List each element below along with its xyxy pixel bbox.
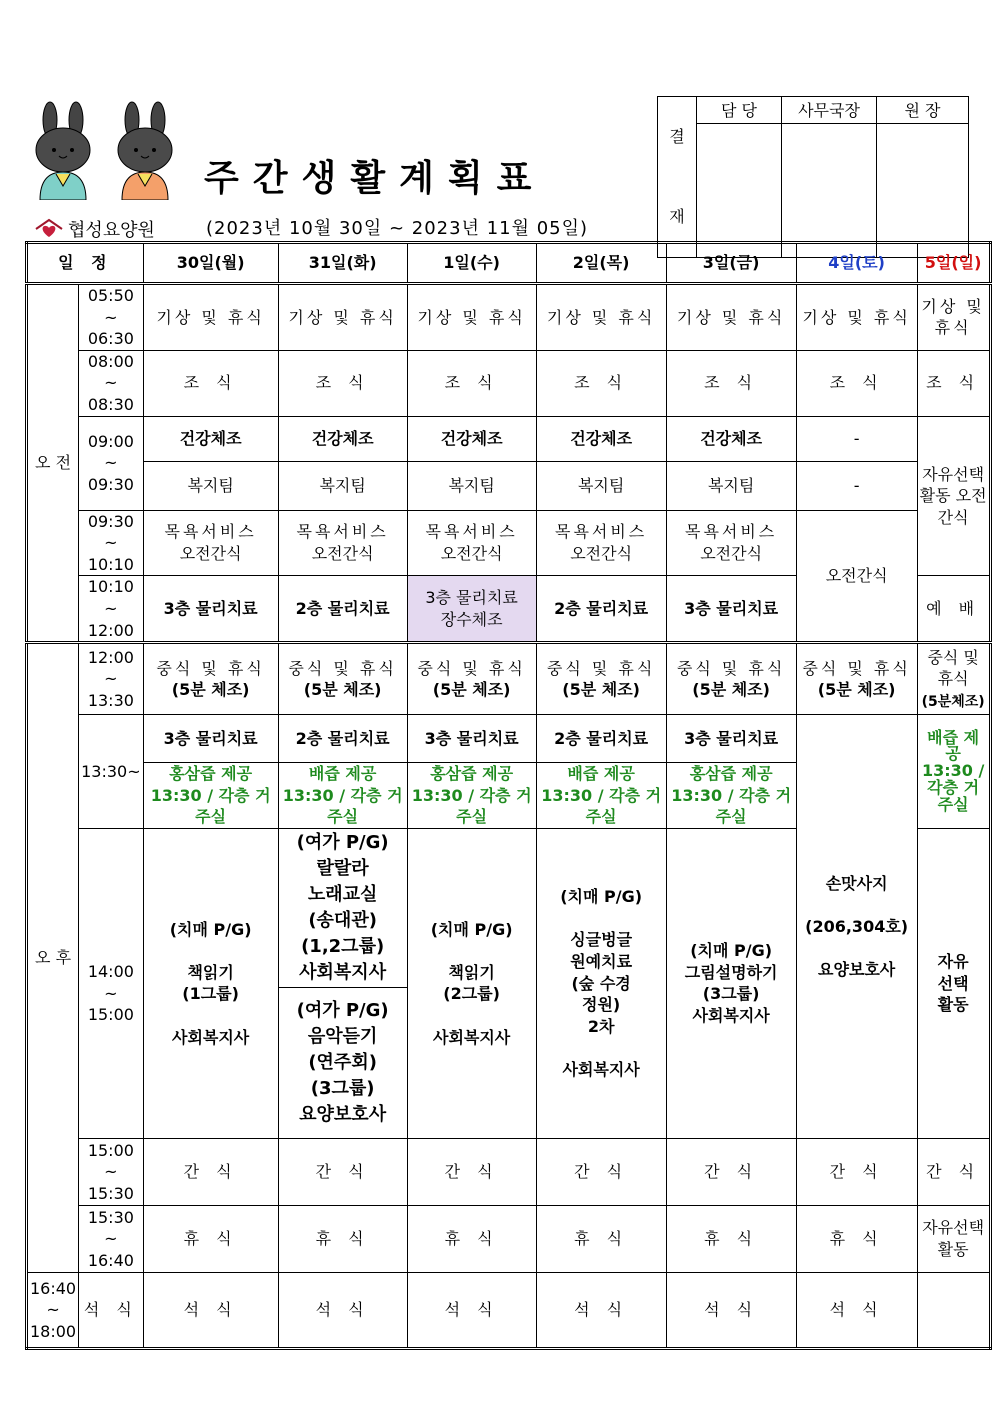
cell-sat: 중식 및 휴식 (5분 체조) (796, 643, 917, 715)
cell-fri: 기상 및 휴식 (666, 284, 796, 351)
cell-thu: 간 식 (536, 1138, 666, 1205)
cell-sun: 자유선택 활동 오전간식 (917, 416, 990, 576)
row-rest (27, 1205, 991, 1272)
org-name-text: 협성요양원 (68, 220, 155, 241)
time-cell: 15:30 ~ 16:40 (79, 1205, 144, 1272)
cell-thu: 건강체조 (536, 416, 666, 461)
cell-fri: 중식 및 휴식 (5분 체조) (666, 643, 796, 715)
house-heart-icon (34, 218, 64, 240)
page-title: 주간생활계획표 (204, 158, 546, 199)
cell-thu: 석 식 (407, 1272, 536, 1348)
approval-sign-1[interactable] (697, 123, 782, 257)
cell-sun-drink: 배즙 제공 13:30 / 각층 거주실 (917, 715, 990, 829)
org-name (34, 216, 155, 242)
cell-wed: 간 식 (407, 1138, 536, 1205)
cell-mon: 3층 물리치료 (143, 715, 278, 763)
row-breakfast (27, 350, 991, 416)
cell-wed: 홍삼즙 제공 13:30 / 각층 거주실 (407, 763, 536, 829)
cell-tue: 기상 및 휴식 (278, 284, 407, 351)
cell-mon: 3층 물리치료 (143, 576, 278, 643)
cell-wed: 석 식 (278, 1272, 407, 1348)
cell-sun: 예 배 (917, 576, 990, 643)
time-cell: 09:30 ~ 10:10 (79, 510, 144, 576)
row-welfare (27, 461, 991, 510)
schedule-period: (2023년 10월 30일 ~ 2023년 11월 05일) (206, 218, 589, 239)
cell-wed: 기상 및 휴식 (407, 284, 536, 351)
cell-fri: 석 식 (536, 1272, 666, 1348)
corner-label: 일 정 (27, 243, 144, 284)
cell-mon: 휴 식 (143, 1205, 278, 1272)
row-afternoon-therapy (27, 715, 991, 763)
cell-fri: 건강체조 (666, 416, 796, 461)
day-sun: 5일(일) (917, 243, 990, 284)
day-thu: 2일(목) (536, 243, 666, 284)
weekly-schedule-table (25, 241, 992, 1350)
cell-mon: 간 식 (143, 1138, 278, 1205)
am-label: 오 전 (27, 284, 79, 643)
cell-thu: 중식 및 휴식 (5분 체조) (536, 643, 666, 715)
cell-thu: 휴 식 (536, 1205, 666, 1272)
cell-fri: 목욕서비스 오전간식 (666, 510, 796, 576)
cell-mon: 목욕서비스 오전간식 (143, 510, 278, 576)
cell-mon-program: (치매 P/G) 책읽기 (1그룹) 사회복지사 (143, 828, 278, 1138)
bunny-mascot-icon (112, 100, 178, 200)
approval-sign-3[interactable] (877, 123, 969, 257)
cell-sun-program: 자유 선택 활동 (917, 828, 990, 1138)
cell-sun: 자유선택 활동 (917, 1205, 990, 1272)
day-mon: 30일(월) (143, 243, 278, 284)
time-cell: 09:00 ~ 09:30 (79, 416, 144, 510)
time-cell: 12:00 ~ 13:30 (79, 643, 144, 715)
cell-thu: 기상 및 휴식 (536, 284, 666, 351)
cell-tue: 2층 물리치료 (278, 576, 407, 643)
bunny-mascot-icon (30, 100, 96, 200)
cell-thu: 조 식 (536, 350, 666, 416)
cell-wed: 3층 물리치료 (407, 715, 536, 763)
row-lunch (27, 643, 991, 715)
cell-sun: 조 식 (917, 350, 990, 416)
cell-sat: 조 식 (796, 350, 917, 416)
cell-tue: 건강체조 (278, 416, 407, 461)
cell-sat: 간 식 (796, 1138, 917, 1205)
cell-thu: 배즙 제공 13:30 / 각층 거주실 (536, 763, 666, 829)
row-dinner (27, 1272, 991, 1348)
cell-thu: 목욕서비스 오전간식 (536, 510, 666, 576)
cell-thu: 복지팀 (536, 461, 666, 510)
cell-sun: 기상 및 휴식 (917, 284, 990, 351)
pm-label: 오 후 (27, 643, 79, 1273)
time-cell: 10:10 ~ 12:00 (79, 576, 144, 643)
day-fri: 3일(금) (666, 243, 796, 284)
cell-sat: 기상 및 휴식 (796, 284, 917, 351)
cell-tue: 복지팀 (278, 461, 407, 510)
row-wake (27, 284, 991, 351)
day-tue: 31일(화) (278, 243, 407, 284)
cell-tue-program (278, 828, 407, 1138)
tue-program-1: (여가 P/G) 랄랄라 노래교실 (송대관) (1,2그룹) 사회복지사 (279, 829, 407, 988)
cell-wed: 조 식 (407, 350, 536, 416)
cell-sat-program: 손맛사지 (206,304호) 요양보호사 (796, 715, 917, 1139)
cell-sat: - (796, 416, 917, 461)
cell-mon: 조 식 (143, 350, 278, 416)
cell-sat: 오전간식 (796, 510, 917, 643)
row-snack (27, 1138, 991, 1205)
cell-tue: 목욕서비스 오전간식 (278, 510, 407, 576)
time-cell: 13:30~ (79, 715, 144, 829)
cell-wed: 복지팀 (407, 461, 536, 510)
cell-fri: 휴 식 (666, 1205, 796, 1272)
cell-tue: 간 식 (278, 1138, 407, 1205)
cell-tue: 중식 및 휴식 (5분 체조) (278, 643, 407, 715)
cell-fri-program: (치매 P/G) 그림설명하기 (3그룹) 사회복지사 (666, 828, 796, 1138)
cell-mon: 중식 및 휴식 (5분 체조) (143, 643, 278, 715)
time-cell: 05:50 ~ 06:30 (79, 284, 144, 351)
cell-sun: 간 식 (917, 1138, 990, 1205)
time-cell: 14:00 ~ 15:00 (79, 828, 144, 1138)
tue-program-2: (여가 P/G) 음악듣기 (연주회) (3그룹) 요양보호사 (296, 999, 389, 1126)
approval-col-2: 사무국장 (782, 97, 877, 124)
cell-fri: 복지팀 (666, 461, 796, 510)
cell-wed: 중식 및 휴식 (5분 체조) (407, 643, 536, 715)
day-wed: 1일(수) (407, 243, 536, 284)
cell-sat: 휴 식 (796, 1205, 917, 1272)
cell-sat: - (796, 461, 917, 510)
cell-mon: 홍삼즙 제공 13:30 / 각층 거주실 (143, 763, 278, 829)
cell-fri: 3층 물리치료 (666, 576, 796, 643)
cell-mon: 기상 및 휴식 (143, 284, 278, 351)
cell-wed: 목욕서비스 오전간식 (407, 510, 536, 576)
time-cell: 08:00 ~ 08:30 (79, 350, 144, 416)
cell-wed: 휴 식 (407, 1205, 536, 1272)
day-sat: 4일(토) (796, 243, 917, 284)
cell-sat: 석 식 (666, 1272, 796, 1348)
row-exercise (27, 416, 991, 461)
cell-tue: 조 식 (278, 350, 407, 416)
cell-thu: 2층 물리치료 (536, 715, 666, 763)
cell-fri: 조 식 (666, 350, 796, 416)
cell-sun: 중식 및 휴식 (5분체조) (917, 643, 990, 715)
approval-col-1: 담 당 (697, 97, 782, 124)
cell-tue: 2층 물리치료 (278, 715, 407, 763)
cell-fri: 간 식 (666, 1138, 796, 1205)
cell-wed-program: (치매 P/G) 책읽기 (2그룹) 사회복지사 (407, 828, 536, 1138)
cell-sun: 석 식 (796, 1272, 917, 1348)
approval-box (657, 96, 969, 258)
cell-mon: 석 식 (79, 1272, 144, 1348)
page-header (0, 0, 992, 245)
header-row (27, 243, 991, 284)
cell-thu: 2층 물리치료 (536, 576, 666, 643)
cell-tue: 휴 식 (278, 1205, 407, 1272)
time-cell: 16:40 ~ 18:00 (27, 1272, 79, 1348)
approval-sign-2[interactable] (782, 123, 877, 257)
cell-mon: 건강체조 (143, 416, 278, 461)
cell-fri: 3층 물리치료 (666, 715, 796, 763)
time-cell: 15:00 ~ 15:30 (79, 1138, 144, 1205)
cell-tue: 배즙 제공 13:30 / 각층 거주실 (278, 763, 407, 829)
row-bath (27, 510, 991, 576)
cell-tue: 석 식 (143, 1272, 278, 1348)
cell-wed: 건강체조 (407, 416, 536, 461)
approval-side: 결 재 (658, 97, 697, 258)
cell-wed: 3층 물리치료 장수체조 (407, 576, 536, 643)
cell-fri: 홍삼즙 제공 13:30 / 각층 거주실 (666, 763, 796, 829)
approval-col-3: 원 장 (877, 97, 969, 124)
cell-thu-program: (치매 P/G) 싱글벙글 원예치료 (숲 수경 정원) 2차 사회복지사 (536, 828, 666, 1138)
cell-mon: 복지팀 (143, 461, 278, 510)
